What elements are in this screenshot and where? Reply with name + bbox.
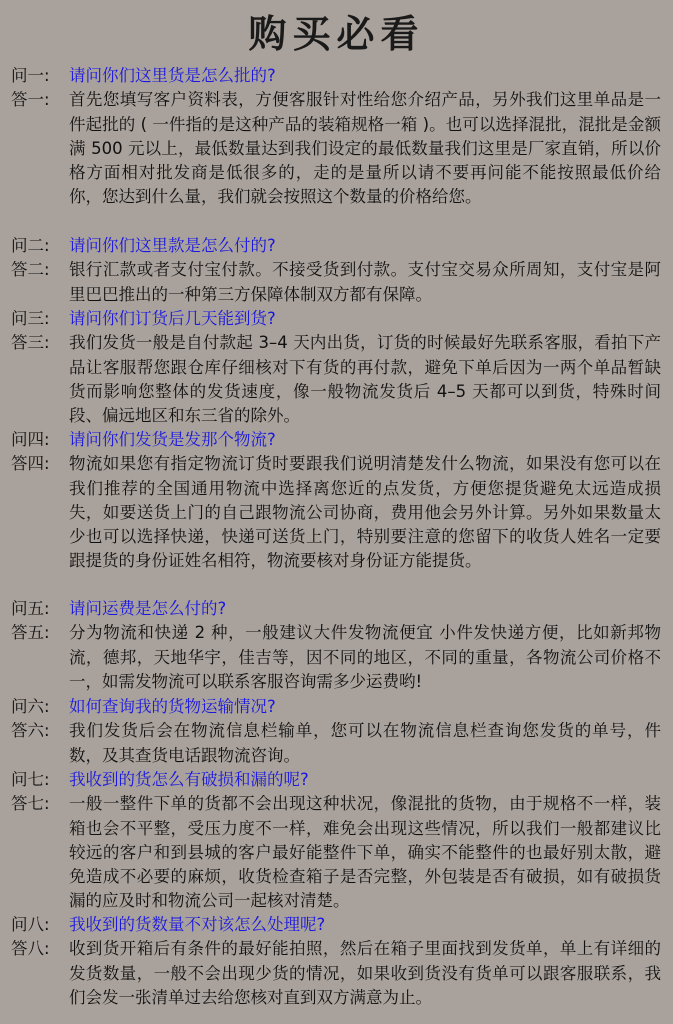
answer-label: 答三:	[11, 333, 50, 353]
answer-row	[0, 88, 673, 209]
question-label: 问八:	[11, 915, 50, 934]
question-row	[0, 428, 673, 452]
answer-label: 答五:	[11, 623, 50, 643]
faq-1	[0, 64, 673, 210]
page-title: 购买必看	[248, 11, 425, 56]
answer-text: 分为物流和快递 2 种，一般建议大件发物流便宜 小件发快递方便，比如新邦物流，德邦，天地华宇，佳吉等，因不同的地区，不同的重量，各物流公司价格不一，如需发物流可以联系客服咨询需多少运费哟!	[69, 623, 661, 691]
question-text: 请问你们订货后几天能到货?	[69, 309, 276, 328]
question-text: 请问你们这里货是怎么批的?	[69, 66, 276, 85]
question-label: 问三:	[11, 309, 50, 328]
question-text: 如何查询我的货物运输情况?	[69, 697, 276, 716]
answer-text: 收到货开箱后有条件的最好能拍照，然后在箱子里面找到发货单，单上有详细的发货数量，一般不会出现少货的情况，如果收到货没有货单可以跟客服联系，我们会发一张清单过去给您核对直到双方满意为止。	[69, 939, 661, 1007]
question-label: 问一:	[11, 66, 50, 85]
question-text: 我收到的货数量不对该怎么处理呢?	[69, 915, 326, 934]
answer-text: 银行汇款或者支付宝付款。不接受货到付款。支付宝交易众所周知，支付宝是阿里巴巴推出的一种第三方保障体制双方都有保障。	[69, 260, 661, 304]
answer-row	[0, 792, 673, 913]
question-text: 我收到的货怎么有破损和漏的呢?	[69, 770, 309, 789]
question-label: 问二:	[11, 236, 50, 255]
faq-4	[0, 428, 673, 574]
answer-label: 答七:	[11, 794, 50, 814]
answer-row	[0, 331, 673, 428]
answer-row	[0, 719, 673, 768]
faq-6	[0, 695, 673, 768]
question-label: 问四:	[11, 430, 50, 449]
question-text: 请问你们发货是发那个物流?	[69, 430, 276, 449]
answer-text: 我们发货一般是自付款起 3–4 天内出货，订货的时候最好先联系客服，看拍下产品让客服帮您跟仓库仔细核对下有货的再付款，避免下单后因为一两个单品暂缺货而影响您整体的发货速度，像一般物流发货后 4–5 天都可以到货，特殊时间段、偏远地区和东三省的除外。	[69, 333, 661, 426]
answer-text: 一般一整件下单的货都不会出现这种状况，像混批的货物，由于规格不一样，装箱也会不平整，受压力度不一样，难免会出现这些情况，所以我们一般都建议比较远的客户和到县城的客户最好能整件下单，确实不能整件的也最好别太散，避免造成不必要的麻烦，收货检查箱子是否完整，外包装是否有破损，如有破损货漏的应及时和物流公司一起核对清楚。	[69, 794, 661, 911]
answer-row	[0, 621, 673, 694]
question-label: 问七:	[11, 770, 50, 789]
question-text: 请问运费是怎么付的?	[69, 599, 227, 618]
answer-text: 物流如果您有指定物流订货时要跟我们说明清楚发什么物流，如果没有您可以在我们推荐的全国通用物流中选择离您近的点发货，方便您提货避免太远造成损失，如要送货上门的自己跟物流公司协商，费用他会另外计算。另外如果数量太少也可以选择快递，快递可送货上门，特别要注意的您留下的收货人姓名一定要跟提货的身份证姓名相符，物流要核对身份证方能提货。	[69, 454, 661, 571]
question-row	[0, 234, 673, 258]
answer-label: 答一:	[11, 90, 50, 110]
faq-3	[0, 307, 673, 428]
question-label: 问六:	[11, 697, 50, 716]
answer-row	[0, 452, 673, 573]
answer-label: 答六:	[11, 721, 50, 741]
faq-2	[0, 234, 673, 307]
answer-row	[0, 258, 673, 307]
question-label: 问五:	[11, 599, 50, 618]
faq-8	[0, 913, 673, 1010]
answer-label: 答二:	[11, 260, 50, 280]
question-row	[0, 307, 673, 331]
answer-label: 答四:	[11, 454, 50, 474]
question-row	[0, 64, 673, 88]
answer-text: 首先您填写客户资料表，方便客服针对性给您介绍产品，另外我们这里单品是一件起批的 ( 一件指的是这种产品的装箱规格一箱 )。也可以选择混批，混批是金额满 500 元以上，最低数量达到我们设定的最低数量我们这里是厂家直销，所以价格方面相对批发商是低很多的，走的是量所以请不要再问能不能按照最低价给你，您达到什么量，我们就会按照这个数量的价格给您。	[69, 90, 661, 207]
question-row	[0, 768, 673, 792]
question-text: 请问你们这里款是怎么付的?	[69, 236, 276, 255]
faq-5	[0, 597, 673, 694]
answer-text: 我们发货后会在物流信息栏输单，您可以在物流信息栏查询您发货的单号，件数，及其查货电话跟物流咨询。	[69, 721, 661, 765]
faq-7	[0, 768, 673, 914]
question-row	[0, 597, 673, 621]
question-row	[0, 695, 673, 719]
answer-row	[0, 937, 673, 1010]
question-row	[0, 913, 673, 937]
answer-label: 答八:	[11, 939, 50, 959]
